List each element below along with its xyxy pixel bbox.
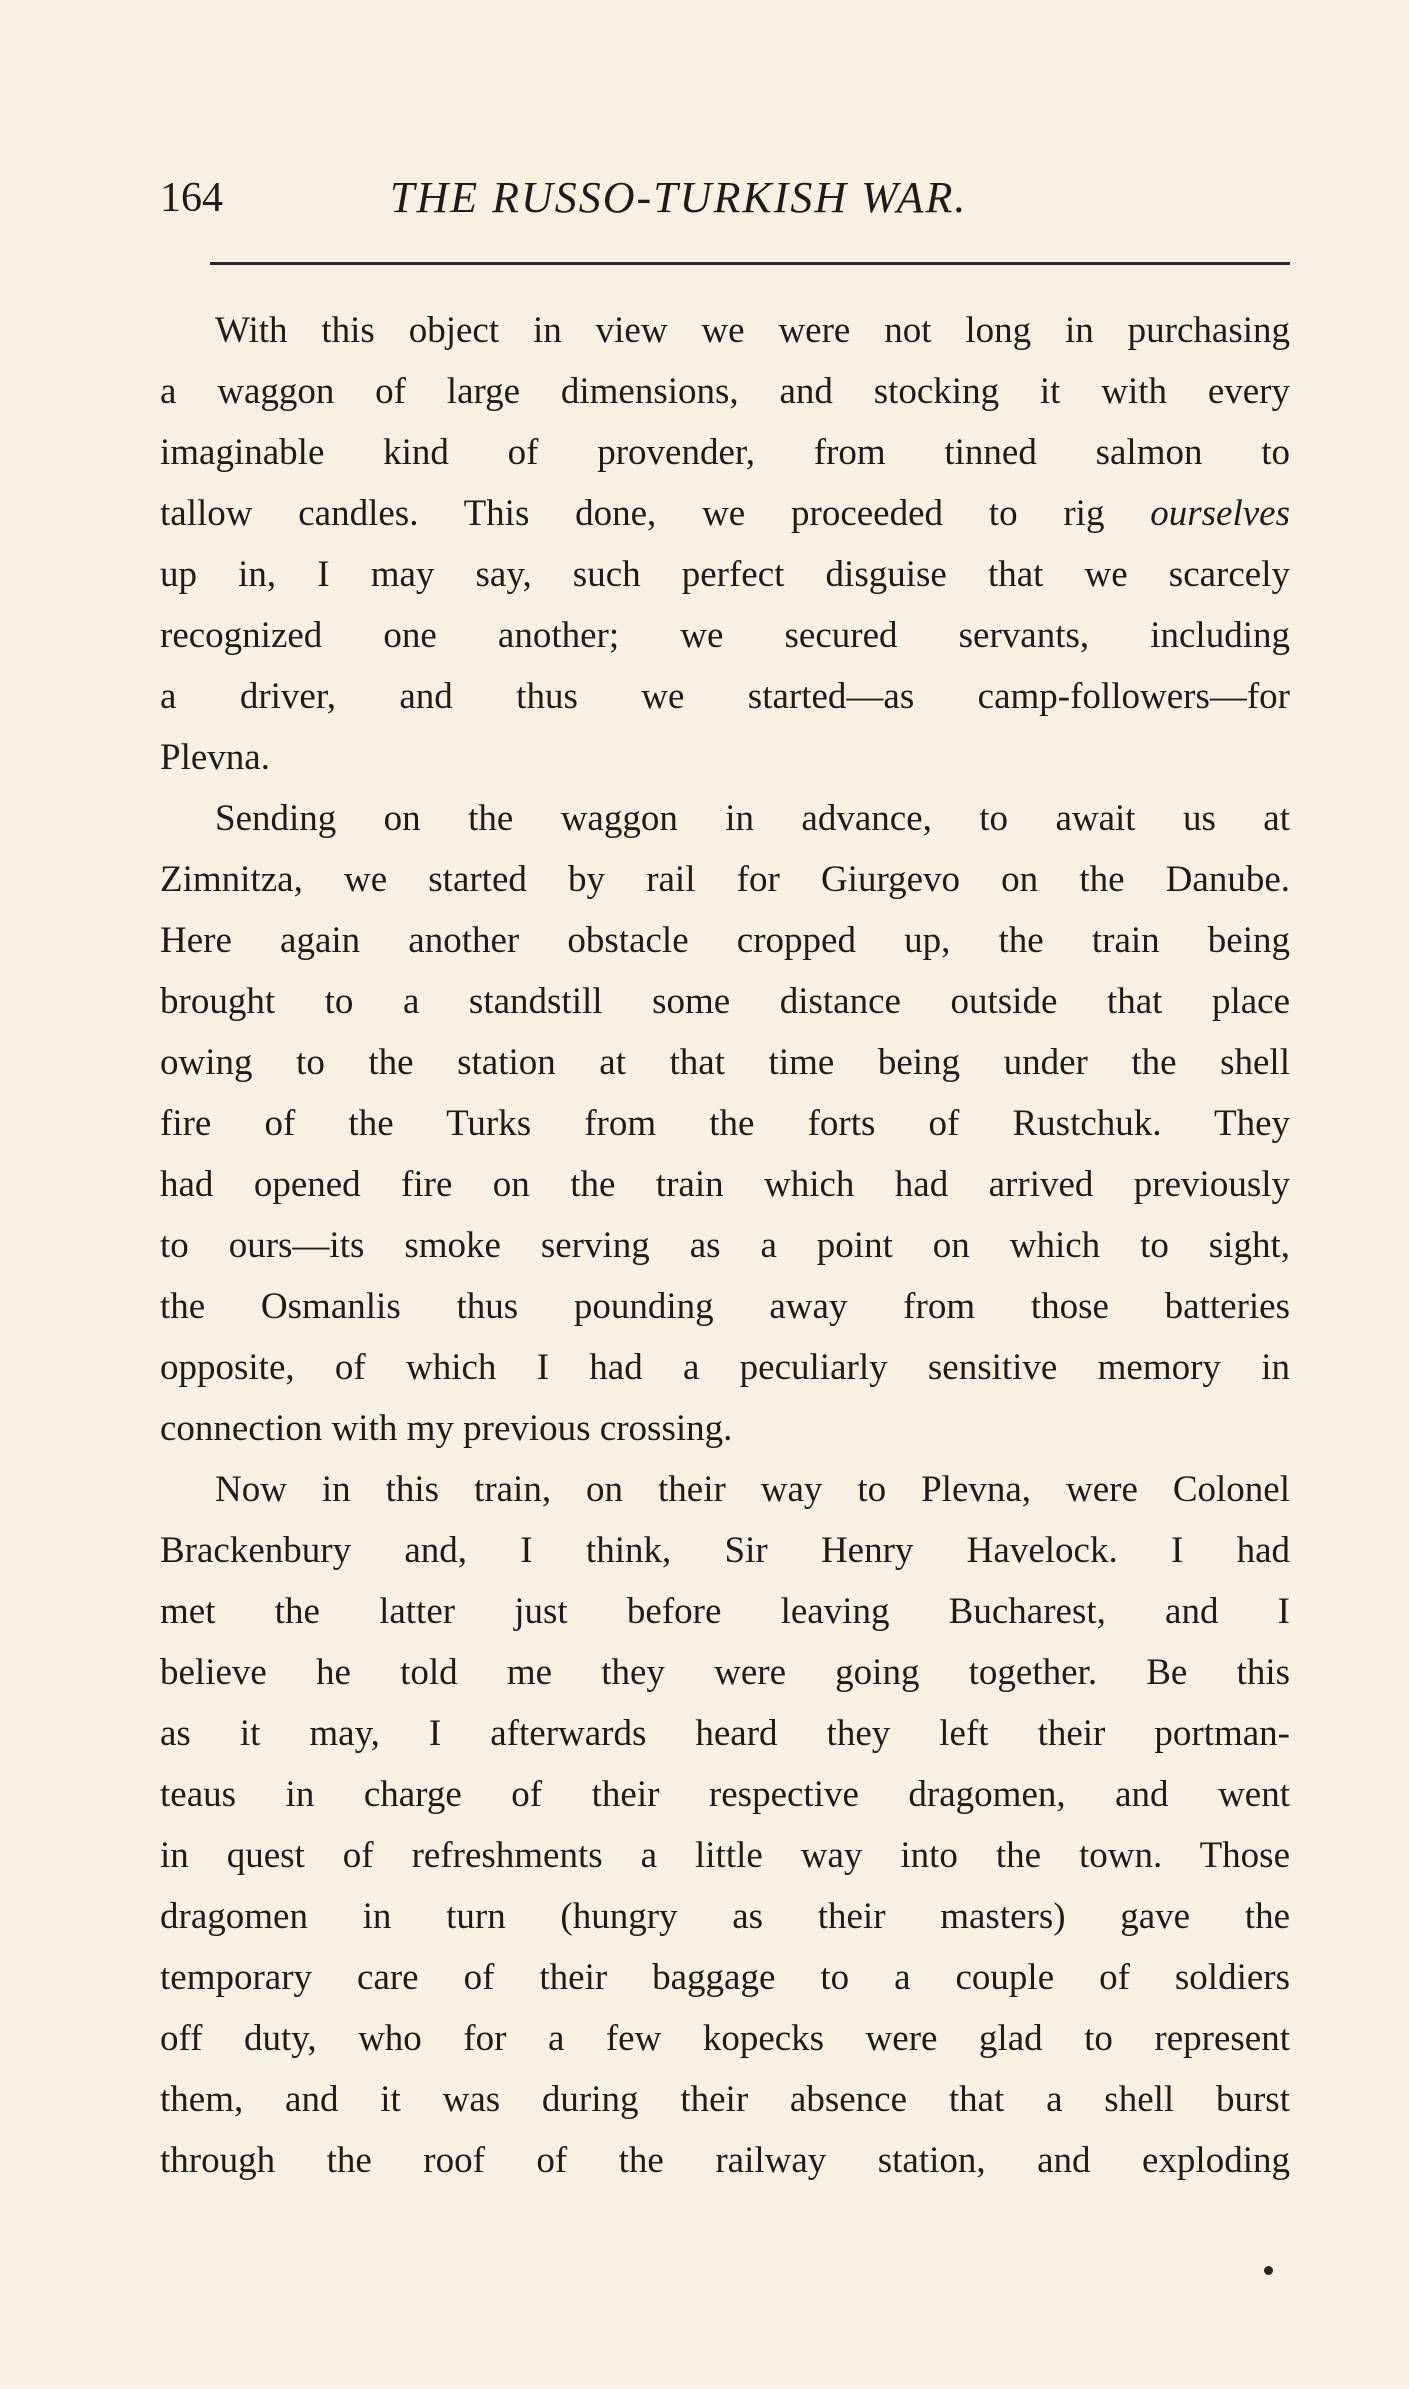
ink-dot	[1264, 2266, 1273, 2275]
text-line: recognized one another; we secured servants, including	[160, 615, 1290, 656]
text-line: Brackenbury and, I think, Sir Henry Havelock. I had	[160, 1530, 1290, 1571]
page-header	[160, 168, 1290, 228]
text-line: in quest of refreshments a little way into the town. Those	[160, 1835, 1290, 1876]
text-line: With this object in view we were not long in purchasing	[215, 310, 1290, 351]
body-text	[160, 300, 1290, 2191]
text-line	[160, 483, 1290, 544]
text-line: up in, I may say, such perfect disguise that we scarcely	[160, 554, 1290, 595]
text-line: to ours—its smoke serving as a point on which to sight,	[160, 1225, 1290, 1266]
text-line: a waggon of large dimensions, and stocking it with every	[160, 371, 1290, 412]
text-line: believe he told me they were going together. Be this	[160, 1652, 1290, 1693]
text-line: fire of the Turks from the forts of Rustchuk. They	[160, 1103, 1290, 1144]
text-line: Sending on the waggon in advance, to await us at	[215, 798, 1290, 839]
text-line: them, and it was during their absence that a shell burst	[160, 2079, 1290, 2120]
text-line: Now in this train, on their way to Plevna, were Colonel	[215, 1469, 1290, 1510]
running-title: THE RUSSO-TURKISH WAR.	[390, 173, 968, 222]
text-line: met the latter just before leaving Bucharest, and I	[160, 1591, 1290, 1632]
text-line: a driver, and thus we started—as camp-followers—for	[160, 676, 1290, 717]
text-line: had opened fire on the train which had arrived previously	[160, 1164, 1290, 1205]
text-line: Here again another obstacle cropped up, the train being	[160, 920, 1290, 961]
text-line: dragomen in turn (hungry as their masters) gave the	[160, 1896, 1290, 1937]
text-line: as it may, I afterwards heard they left their portman-	[160, 1713, 1290, 1754]
text-line-part: tallow candles. This done, we proceeded to rig	[160, 493, 1105, 534]
text-line: off duty, who for a few kopecks were glad to represent	[160, 2018, 1290, 2059]
text-line: brought to a standstill some distance outside that place	[160, 981, 1290, 1022]
text-line: imaginable kind of provender, from tinned salmon to	[160, 432, 1290, 473]
text-line: teaus in charge of their respective dragomen, and went	[160, 1774, 1290, 1815]
text-line: connection with my previous crossing.	[160, 1408, 733, 1449]
text-line: through the roof of the railway station, and exploding	[160, 2140, 1290, 2181]
text-line: the Osmanlis thus pounding away from those batteries	[160, 1286, 1290, 1327]
text-line: Plevna.	[160, 737, 270, 778]
page-number: 164	[160, 175, 223, 221]
header-rule	[210, 262, 1290, 265]
text-line: Zimnitza, we started by rail for Giurgevo on the Danube.	[160, 859, 1290, 900]
text-line: opposite, of which I had a peculiarly sensitive memory in	[160, 1347, 1290, 1388]
text-line: temporary care of their baggage to a couple of soldiers	[160, 1957, 1290, 1998]
italic-word: ourselves	[1150, 493, 1290, 534]
text-line: owing to the station at that time being under the shell	[160, 1042, 1290, 1083]
